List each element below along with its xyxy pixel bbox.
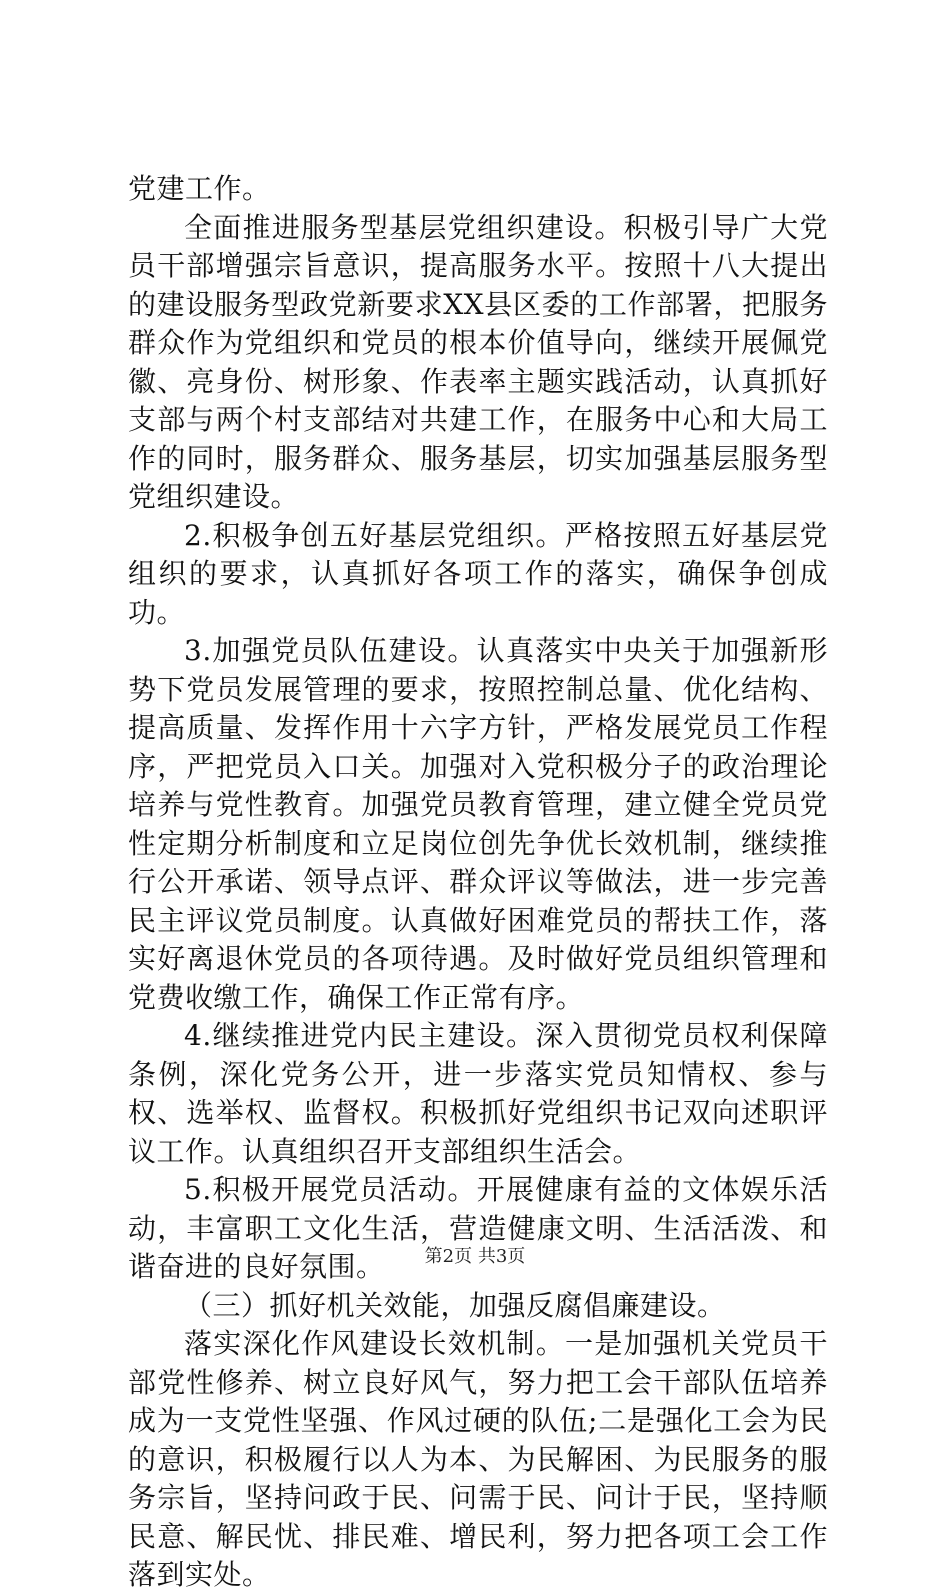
paragraph-5: 4.继续推进党内民主建设。深入贯彻党员权利保障条例，深化党务公开，进一步落实党员知情权、参与权、选举权、监督权。积极抓好党组织书记双向述职评议工作。认真组织召开支部组织生活会。	[128, 1019, 828, 1168]
paragraph-8: 落实深化作风建设长效机制。一是加强机关党员干部党性修养、树立良好风气，努力把工会干部队伍培养成为一支党性坚强、作风过硬的队伍;二是强化工会为民的意识，积极履行以人为本、为民解困、为民服务的服务宗旨，坚持问政于民、问需于民、问计于民，坚持顺民意、解民忧、排民难、增民利，努力把各项工会工作落到实处。	[128, 1327, 828, 1591]
paragraph-3: 2.积极争创五好基层党组织。严格按照五好基层党组织的要求，认真抓好各项工作的落实，确保争创成功。	[128, 518, 828, 629]
paragraph-7-heading: （三）抓好机关效能，加强反腐倡廉建设。	[184, 1288, 726, 1322]
document-body	[128, 170, 828, 1595]
paragraph-2: 全面推进服务型基层党组织建设。积极引导广大党员干部增强宗旨意识，提高服务水平。按照十八大提出的建设服务型政党新要求XX县区委的工作部署，把服务群众作为党组织和党员的根本价值导向，继续开展佩党徽、亮身份、树形象、作表率主题实践活动，认真抓好支部与两个村支部结对共建工作，在服务中心和大局工作的同时，服务群众、服务基层，切实加强基层服务型党组织建设。	[128, 210, 828, 513]
paragraph-1: 党建工作。	[128, 172, 271, 205]
paragraph-4: 3.加强党员队伍建设。认真落实中央关于加强新形势下党员发展管理的要求，按照控制总量、优化结构、提高质量、发挥作用十六字方针，严格发展党员工作程序，严把党员入口关。加强对入党积极分子的政治理论培养与党性教育。加强党员教育管理，建立健全党员党性定期分析制度和立足岗位创先争优长效机制，继续推行公开承诺、领导点评、群众评议等做法，进一步完善民主评议党员制度。认真做好困难党员的帮扶工作，落实好离退休党员的各项待遇。及时做好党员组织管理和党费收缴工作，确保工作正常有序。	[128, 634, 828, 1014]
paragraph-6: 5.积极开展党员活动。开展健康有益的文体娱乐活动，丰富职工文化生活，营造健康文明、生活活泼、和谐奋进的良好氛围。	[128, 1173, 828, 1283]
page-number: 第2页 共3页	[424, 1246, 526, 1267]
